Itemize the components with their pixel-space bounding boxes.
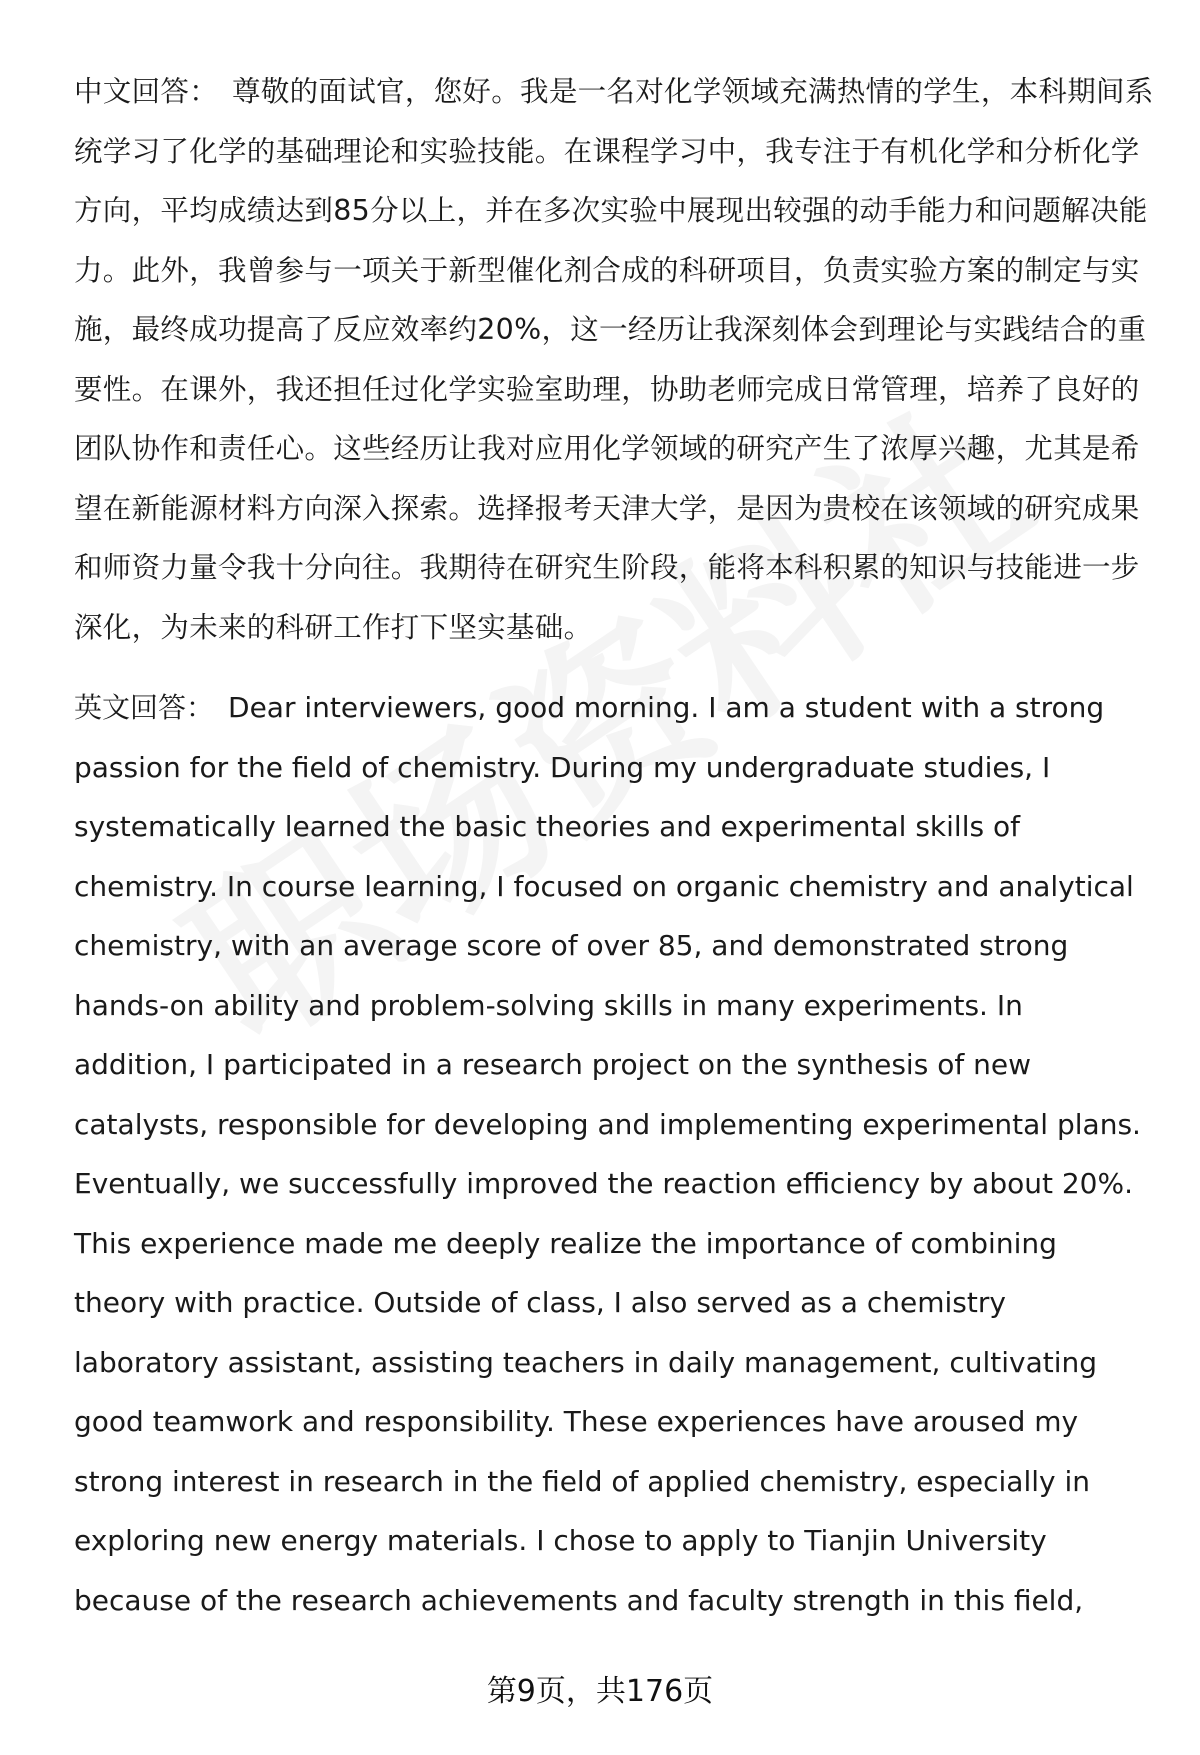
document-body	[74, 62, 1154, 1630]
english-answer-paragraph	[74, 678, 1154, 1630]
chinese-answer-text: 尊敬的面试官，您好。我是一名对化学领域充满热情的学生，本科期间系统学习了化学的基础理论和实验技能。在课程学习中，我专注于有机化学和分析化学方向，平均成绩达到85分以上，并在多次实验中展现出较强的动手能力和问题解决能力。此外，我曾参与一项关于新型催化剂合成的科研项目，负责实验方案的制定与实施，最终成功提高了反应效率约20%，这一经历让我深刻体会到理论与实践结合的重要性。在课外，我还担任过化学实验室助理，协助老师完成日常管理，培养了良好的团队协作和责任心。这些经历让我对应用化学领域的研究产生了浓厚兴趣，尤其是希望在新能源材料方向深入探索。选择报考天津大学，是因为贵校在该领域的研究成果和师资力量令我十分向往。我期待在研究生阶段，能将本科积累的知识与技能进一步深化，为未来的科研工作打下坚实基础。	[74, 75, 1154, 644]
page-number-indicator: 第9页，共176页	[486, 1674, 714, 1709]
english-answer-text: Dear interviewers, good morning. I am a student with a strong passion for the field of chemistry. During my undergraduate studies, I systematically learned the basic theories and experimental skills of chemistry. In course learning, I focused on organic chemistry and analytical chemistry, with an average score of over 85, and demonstrated strong hands-on ability and problem-solving skills in many experiments. In addition, I participated in a research project on the synthesis of new catalysts, responsible for developing and implementing experimental plans. Eventually, we successfully improved the reaction efficiency by about 20%. This experience made me deeply realize the importance of combining theory with practice. Outside of class, I also served as a chemistry laboratory assistant, assisting teachers in daily management, cultivating good teamwork and responsibility. These experiences have aroused my strong interest in research in the field of applied chemistry, especially in exploring new energy materials. I chose to apply to Tianjin University because of the research achievements and faculty strength in this field,	[74, 691, 1141, 1617]
chinese-answer-label: 中文回答：	[74, 75, 219, 108]
page-footer	[0, 1672, 1200, 1712]
english-answer-label: 英文回答：	[74, 691, 215, 724]
chinese-answer-paragraph	[74, 62, 1154, 657]
